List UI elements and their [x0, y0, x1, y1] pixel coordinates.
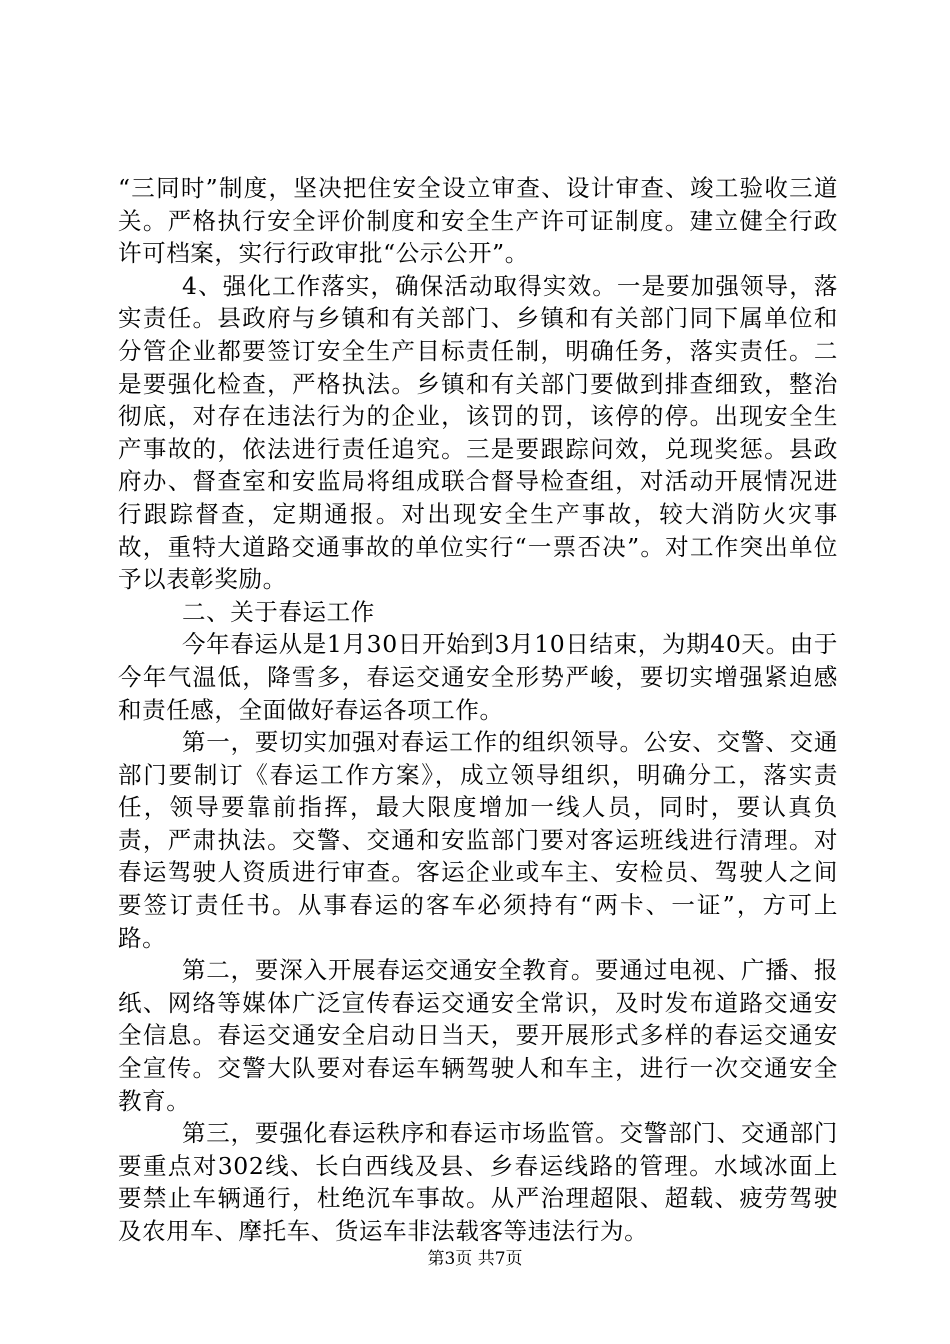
- paragraph-third-point: 第三，要强化春运秩序和春运市场监管。交警部门、交通部门要重点对302线、长白西线及县、乡春运线路的管理。水域冰面上要禁止车辆通行，杜绝沉车事故。从严治理超限、超载、疲劳驾驶及农用车、摩托车、货运车非法载客等违法行为。: [118, 1119, 838, 1245]
- paragraph-work-implementation: 4、强化工作落实，确保活动取得实效。一是要加强领导，落实责任。县政府与乡镇和有关部门、乡镇和有关部门同下属单位和分管企业都要签订安全生产目标责任制，明确任务，落实责任。二是要强化检查，严格执法。乡镇和有关部门要做到排查细致，整治彻底，对存在违法行为的企业，该罚的罚，该停的停。出现安全生产事故的，依法进行责任追究。三是要跟踪问效，兑现奖惩。县政府办、督查室和安监局将组成联合督导检查组，对活动开展情况进行跟踪督查，定期通报。对出现安全生产事故，较大消防火灾事故，重特大道路交通事故的单位实行“一票否决”。对工作突出单位予以表彰奖励。: [118, 271, 838, 594]
- paragraph-continuation: “三同时”制度，坚决把住安全设立审查、设计审查、竣工验收三道关。严格执行安全评价制度和安全生产许可证制度。建立健全行政许可档案，实行行政审批“公示公开”。: [118, 174, 838, 268]
- page-number-footer: 第3页 共7页: [427, 1249, 523, 1269]
- document-body: [118, 172, 838, 1248]
- paragraph-spring-transport-intro: 今年春运从是1月30日开始到3月10日结束，为期40天。由于今年气温低，降雪多，春运交通安全形势严峻，要切实增强紧迫感和责任感，全面做好春运各项工作。: [118, 630, 838, 724]
- section-heading-spring-transport: 二、关于春运工作: [182, 597, 375, 626]
- paragraph-second-point: 第二，要深入开展春运交通安全教育。要通过电视、广播、报纸、网络等媒体广泛宣传春运交通安全常识，及时发布道路交通安全信息。春运交通安全启动日当天，要开展形式多样的春运交通安全宣传。交警大队要对春运车辆驾驶人和车主，进行一次交通安全教育。: [118, 956, 838, 1115]
- paragraph-first-point: 第一，要切实加强对春运工作的组织领导。公安、交警、交通部门要制订《春运工作方案》，成立领导组织，明确分工，落实责任，领导要靠前指挥，最大限度增加一线人员，同时，要认真负责，严肃执法。交警、交通和安监部门要对客运班线进行清理。对春运驾驶人资质进行审查。客运企业或车主、安检员、驾驶人之间要签订责任书。从事春运的客车必须持有“两卡、一证”，方可上路。: [118, 728, 838, 952]
